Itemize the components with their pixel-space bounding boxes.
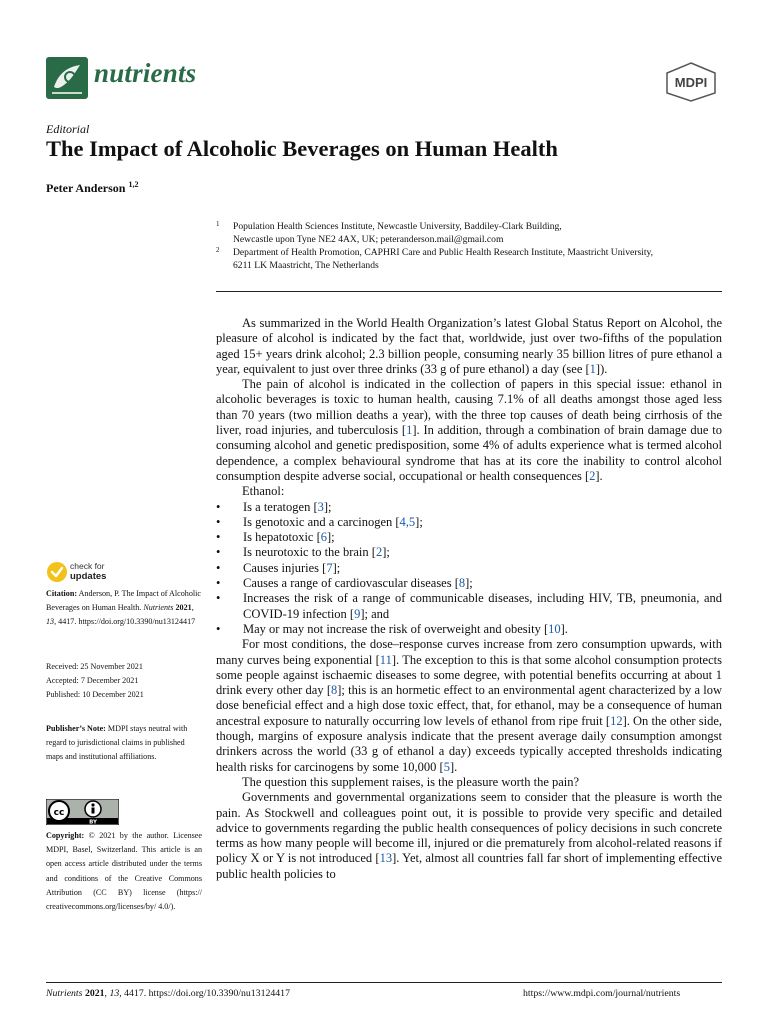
list-item: • Increases the risk of a range of communicable diseases, including HIV, TB, pneumonia, and COVID-19 infection [9]; and (216, 591, 722, 621)
footer-journal: Nutrients (46, 988, 83, 999)
reference-link[interactable]: 6 (320, 530, 328, 545)
reference-link[interactable]: 9 (354, 606, 361, 621)
citation-page: 4417. (58, 617, 77, 627)
affiliation-1 (216, 220, 726, 246)
affiliation-line: Department of Health Promotion, CAPHRI Care and Public Health Research Institute, Maastricht University, (233, 247, 654, 258)
citation-block: Citation: Anderson, P. The Impact of Alcoholic Beverages on Human Health. Nutrients 2021, 13, 4417. https://doi.org/10.3390/nu13124417 (46, 589, 201, 627)
list-item: • Causes injuries [7]; (216, 560, 341, 575)
check-for-updates-icon[interactable] (46, 561, 68, 583)
affiliation-line: Newcastle upon Tyne NE2 4AX, UK; peteranderson.mail@gmail.com (233, 234, 504, 245)
publisher-note-label: Publisher’s Note: (46, 724, 106, 733)
citation-text: Anderson, P. The Impact of Alcoholic Beverages on Human Health. (46, 589, 201, 613)
reference-link[interactable]: 1 (406, 423, 413, 438)
reference-link[interactable]: 7 (326, 560, 333, 575)
affiliation-2 (216, 246, 726, 272)
paragraph: As summarized in the World Health Organization’s latest Global Status Report on Alcohol, the pleasure of alcohol is indicated by the fact that, worldwide, just over two-fifths of the population aged 15+ years drink alcohol; 2.3 billion people, consuming nearly 35 billion litres of pure ethanol a year, equivalent to just over three drinks (33 g of pure ethanol) a day (see [1]). (216, 316, 722, 376)
reference-link[interactable]: 5 (443, 759, 450, 774)
reference-link[interactable]: 2 (589, 468, 596, 483)
author-name[interactable] (46, 180, 138, 196)
mdpi-logo-icon (665, 62, 717, 102)
dates-block (46, 660, 202, 703)
footer-year: 2021 (84, 988, 105, 999)
citation-doi-link[interactable]: https://doi.org/10.3390/nu13124417 (78, 617, 196, 627)
received-date: Received: 25 November 2021 (46, 662, 143, 671)
list-item: • Causes a range of cardiovascular diseases [8]; (216, 576, 473, 591)
list-item: • Is hepatotoxic [6]; (216, 530, 335, 545)
reference-link[interactable]: 2 (375, 545, 383, 560)
affiliation-line: Population Health Sciences Institute, Newcastle University, Baddiley-Clark Building, (233, 221, 562, 232)
paragraph: The question this supplement raises, is the pleasure worth the pain? (242, 774, 580, 789)
publisher-note (46, 722, 202, 765)
paragraph: For most conditions, the dose–response curves increase from zero consumption upwards, with many curves being exponential [11]. The exception to this is that some alcohol consumption protects some people against ischaemic diseases to some degree, with potential benefits occurring at about 1 drink every other day [8]; this is an hormetic effect to an environmental agent characterized by a low dose beneficial effect and a high dose toxic effect, that, for ethanol, may be a consequence of human ancestral exposure to naturally occurring low levels of ethanol from ripe fruit [12]. On the other side, though, margins of exposure analysis indicate that the present average daily consumption amongst drinkers across the world (33 g of ethanol a day) exceeds typically accepted thresholds indicating health risks for carcinogens by some 10,000 [5]. (216, 637, 723, 774)
reference-link[interactable]: 3 (317, 499, 324, 514)
paragraph: The pain of alcohol is indicated in the collection of papers in this special issue: ethanol in alcoholic beverages is toxic to human health, causing 7.1% of all deaths amongst those aged less than 70 years (two million deaths a year), with the three top causes of death being cirrhosis of the liver, road injuries, and tuberculosis [1]. In addition, through a combination of brain damage due to consuming alcohol and genetic predisposition, some 4% of adults experience what is termed alcohol dependence, a complex behavioural syndrome that has at its core the inability to control alcohol consumption despite adverse social, occupational or health consequences [2]. (216, 377, 722, 483)
check-for-updates-label-bold[interactable]: updates (70, 571, 107, 582)
license-badge-text: BY (89, 819, 97, 825)
footer-volume: 13 (109, 988, 120, 999)
publisher-note-text: MDPI stays neutral with regard to jurisdictional claims in published maps and institutional affiliations. (46, 724, 188, 762)
reference-link[interactable]: 12 (610, 713, 623, 728)
svg-text:cc: cc (53, 808, 65, 818)
citation-year: 2021 (175, 603, 192, 613)
list-item: • Is neurotoxic to the brain [2]; (216, 545, 390, 560)
accepted-date: Accepted: 7 December 2021 (46, 676, 139, 686)
nutrients-logo-icon (46, 57, 88, 99)
mdpi-logo-text: MDPI (674, 75, 708, 90)
copyright-block (46, 829, 202, 914)
citation-journal: Nutrients (143, 603, 174, 613)
footer-citation: Nutrients 2021, 13, 4417. https://doi.org/10.3390/nu13124417 (46, 988, 290, 999)
list-item: • Is a teratogen [3]; (216, 499, 332, 514)
published-date: Published: 10 December 2021 (46, 690, 144, 700)
copyright-text: © 2021 by the author. Licensee MDPI, Basel, Switzerland. This article is an open access article distributed under the terms and conditions of the Creative Commons Attribution (CC BY) license (https:// creativecommons.org/licenses/by/ 4.0/). (46, 831, 202, 912)
list-item: • Is genotoxic and a carcinogen [4,5]; (216, 514, 423, 529)
reference-link[interactable]: 8 (331, 683, 338, 698)
article-title: The Impact of Alcoholic Beverages on Human Health (46, 136, 558, 161)
author-text[interactable]: Peter Anderson (46, 181, 126, 195)
citation-volume: 13 (46, 617, 55, 627)
copyright-label: Copyright: (46, 831, 85, 840)
reference-link[interactable]: 13 (379, 851, 393, 866)
reference-link[interactable]: 4,5 (399, 514, 416, 529)
check-for-updates-label[interactable]: check for (70, 561, 105, 571)
header-divider (216, 291, 722, 292)
ethanol-label: Ethanol: (242, 484, 285, 499)
journal-name: nutrients (94, 58, 197, 88)
footer-doi-link[interactable]: , 4417. https://doi.org/10.3390/nu13124417 (119, 988, 290, 999)
affiliation-number: 2 (216, 246, 220, 254)
article-body (216, 316, 722, 882)
cc-by-license-icon[interactable] (46, 799, 119, 825)
citation-label: Citation: (46, 589, 78, 598)
reference-link[interactable]: 1 (589, 361, 596, 376)
list-item: • May or may not increase the risk of overweight and obesity [10]. (216, 621, 568, 636)
reference-link[interactable]: 11 (379, 652, 392, 667)
reference-link[interactable]: 8 (458, 576, 466, 591)
reference-link[interactable]: 10 (548, 621, 561, 636)
author-affiliation-sup: 1,2 (128, 180, 139, 189)
effects-list (216, 500, 722, 638)
affiliation-number: 1 (216, 220, 220, 228)
footer-divider (46, 982, 722, 983)
affiliation-line: 6211 LK Maastricht, The Netherlands (233, 260, 379, 271)
footer-journal-url[interactable]: https://www.mdpi.com/journal/nutrients (523, 988, 681, 999)
paragraph: Governments and governmental organizations seem to consider that the pleasure is worth the pain. As Stockwell and colleagues point out, it is possible to provide very specific and detailed advice to governments regarding the public health consequences of policy decisions in such concrete terms as how many people will become ill, injured or die prematurely from alcohol-related reasons if policy X or Y is not introduced [13]. Yet, almost all countries fall far short of implementing effective public health policies to (216, 790, 722, 881)
article-type: Editorial (46, 122, 90, 136)
